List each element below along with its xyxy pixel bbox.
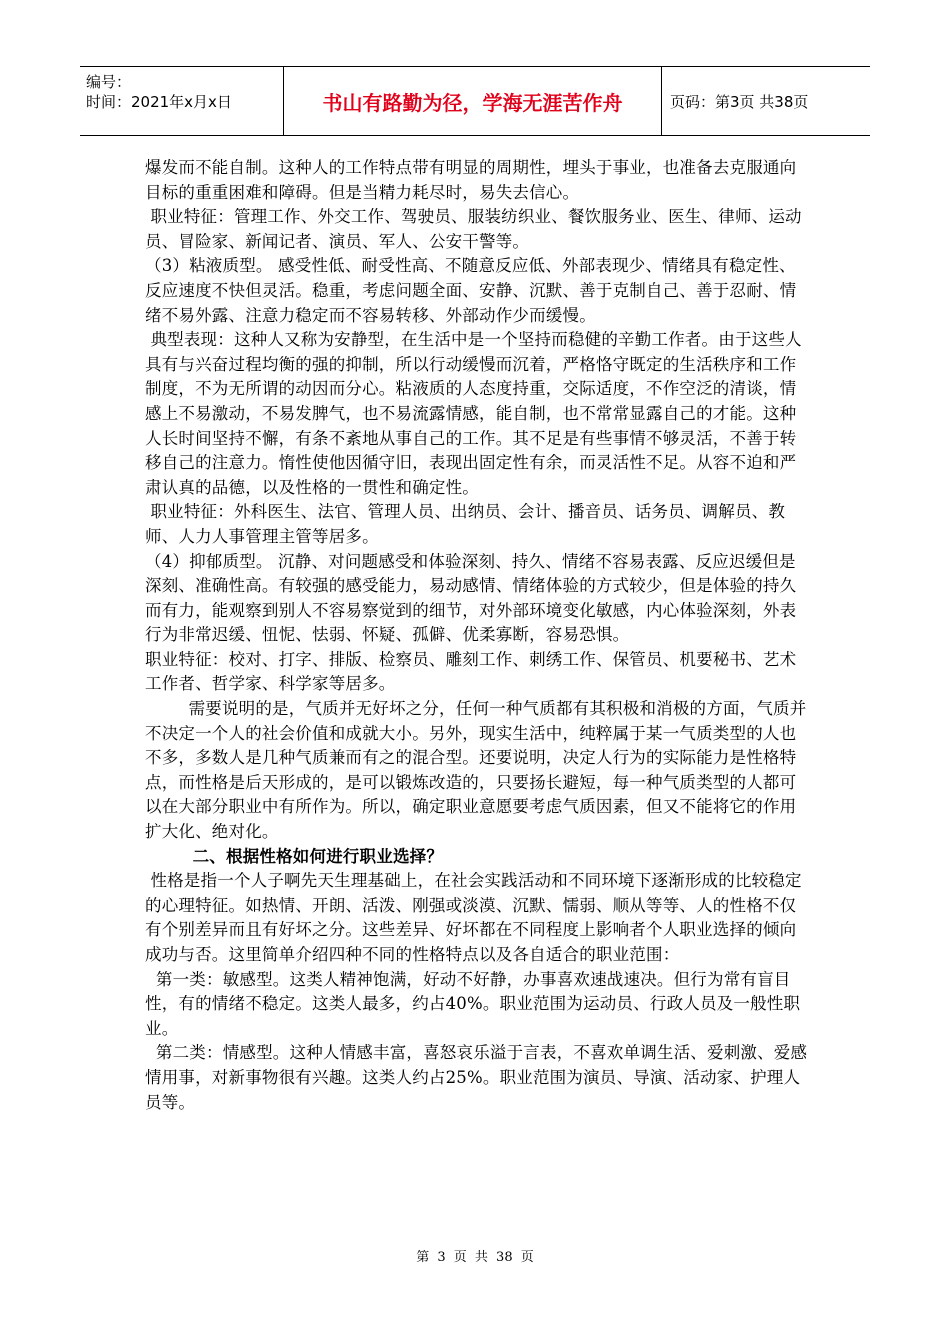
body-paragraph: 性格是指一个人子啊先天生理基础上，在社会实践活动和不同环境下逐渐形成的比较稳定的心理特征。如热情、开朗、活泼、刚强或淡漠、沉默、懦弱、顺从等等、人的性格不仅有个别差异而且有好坏之分。这些差异、好坏都在不同程度上影响者个人职业选择的倾向成功与否。这里简单介绍四种不同的性格特点以及各自适合的职业范围： [145,871,802,964]
body-paragraph: 职业特征：外科医生、法官、管理人员、出纳员、会计、播音员、话务员、调解员、教师、人力人事管理主管等居多。 [145,502,786,546]
document-body [145,156,809,1115]
section-heading: 二、根据性格如何进行职业选择？ [145,846,444,866]
document-number-label: 编号： [86,73,132,91]
header-meta-cell [80,67,284,135]
body-paragraph: 典型表现：这种人又称为安静型，在生活中是一个坚持而稳健的辛勤工作者。由于这些人具有与兴奋过程均衡的强的抑制，所以行动缓慢而沉着，严格恪守既定的生活秩序和工作制度，不为无所谓的动因而分心。粘液质的人态度持重，交际适度，不作空泛的清谈，情感上不易激动，不易发脾气，也不易流露情感，能自制，也不常常显露自己的才能。这种人长时间坚持不懈，有条不紊地从事自己的工作。其不足是有些事情不够灵活，不善于转移自己的注意力。惰性使他因循守旧，表现出固定性有余，而灵活性不足。从容不迫和严肃认真的品德，以及性格的一贯性和确定性。 [145,330,802,497]
body-paragraph: （3）粘液质型。 感受性低、耐受性高、不随意反应低、外部表现少、情绪具有稳定性、反应速度不快但灵活。稳重，考虑问题全面、安静、沉默、善于克制自己、善于忍耐、情绪不易外露、注意力稳定而不容易转移、外部动作少而缓慢。 [145,256,797,325]
body-paragraph: （4）抑郁质型。 沉静、对问题感受和体验深刻、持久、情绪不容易表露、反应迟缓但是深刻、准确性高。有较强的感受能力，易动感情、情绪体验的方式较少，但是体验的持久而有力，能观察到别人不容易察觉到的细节，对外部环境变化敏感，内心体验深刻，外表行为非常迟缓、忸怩、怯弱、怀疑、孤僻、优柔寡断，容易恐惧。 [145,551,797,645]
body-paragraph: 第二类：情感型。这种人情感丰富，喜怒哀乐溢于言表，不喜欢单调生活、爱刺激、爱感情用事，对新事物很有兴趣。这类人约占25%。职业范围为演员、导演、活动家、护理人员等。 [145,1043,808,1112]
body-paragraph: 爆发而不能自制。这种人的工作特点带有明显的周期性，埋头于事业，也准备去克服通向目标的重重困难和障碍。但是当精力耗尽时，易失去信心。 [145,158,797,202]
page-header [80,66,870,136]
document-time-label: 时间：2021年x月x日 [86,93,232,111]
body-paragraph: 第一类：敏感型。这类人精神饱满，好动不好静，办事喜欢速战速决。但行为常有盲目性，有的情绪不稳定。这类人最多，约占40%。职业范围为运动员、行政人员及一般性职业。 [145,969,801,1038]
body-paragraph: 需要说明的是，气质并无好坏之分，任何一种气质都有其积极和消极的方面，气质并不决定一个人的社会价值和成就大小。另外，现实生活中，纯粹属于某一气质类型的人也不多，多数人是几种气质兼而有之的混合型。还要说明，决定人行为的实际能力是性格特点，而性格是后天形成的，是可以锻炼改造的，只要扬长避短，每一种气质类型的人都可以在大部分职业中有所作为。所以，确定职业意愿要考虑气质因素，但又不能将它的作用扩大化、绝对化。 [145,699,807,842]
body-paragraph: 职业特征：校对、打字、排版、检察员、雕刻工作、刺绣工作、保管员、机要秘书、艺术工作者、哲学家、科学家等居多。 [145,649,797,694]
body-paragraph: 职业特征：管理工作、外交工作、驾驶员、服装纺织业、餐饮服务业、医生、律师、运动员、冒险家、新闻记者、演员、军人、公安干警等。 [145,207,802,251]
header-page-info: 页码：第3页 共38页 [670,92,809,111]
page-footer: 第 3 页 共 38 页 [416,1250,534,1265]
header-motto: 书山有路勤为径，学海无涯苦作舟 [284,67,662,135]
